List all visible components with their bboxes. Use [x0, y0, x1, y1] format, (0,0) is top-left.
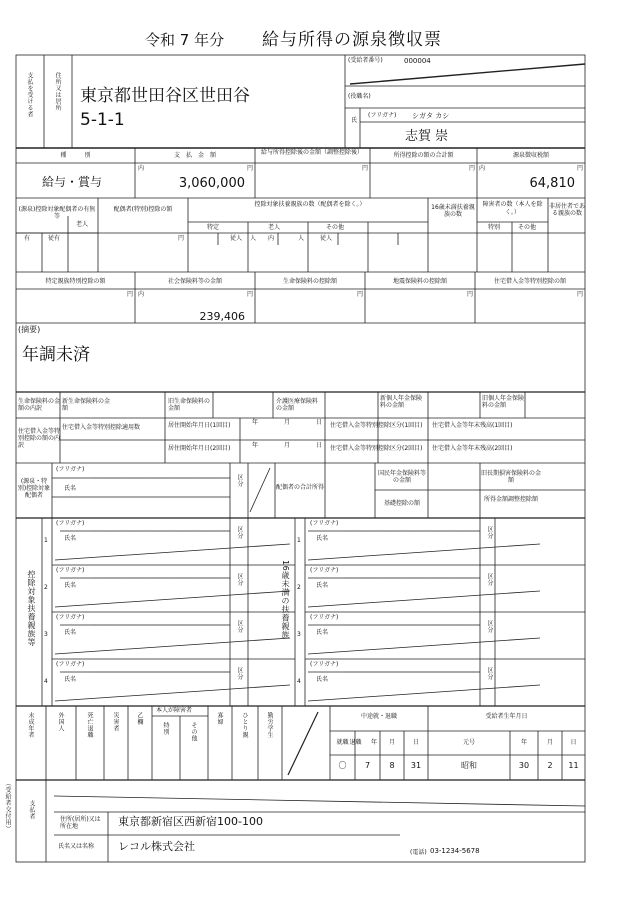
year-unit-1: 年 [252, 419, 259, 426]
form-title: 給与所得の源泉徴収票 [262, 30, 442, 50]
dep-name-label: 氏名 [64, 535, 77, 542]
hire-subheader: 退職 [349, 739, 362, 746]
nonresident-label: 非居住者である親族の数 [549, 203, 586, 218]
year-end-balance-1: 住宅借入金等年末残高(1回目) [432, 422, 513, 429]
payee-address-line2: 5-1-1 [80, 110, 125, 130]
spouse-deduction-label: 配偶者(特別)控除の額 [113, 206, 173, 213]
dep-row-number: 4 [297, 678, 301, 685]
dep-class-label: 区分 [236, 573, 243, 586]
hire-value: 7 [364, 761, 371, 770]
income-adjust-label: 所得金額調整控除額 [483, 496, 538, 503]
sub-special: 特別 [488, 224, 501, 231]
remarks-label: (摘要) [18, 325, 41, 334]
dep-name-label: 氏名 [316, 629, 329, 636]
header-after-deduction: 給与所得控除後の金額（調整控除後） [260, 149, 363, 156]
residence-start-1: 居住開始年月日(1回目) [168, 422, 231, 429]
header-type: 種 別 [60, 152, 91, 159]
dep-furigana-label: (フリガナ) [310, 614, 339, 621]
year-unit-2: 年 [252, 442, 259, 449]
dep-furigana-label: (フリガナ) [310, 661, 339, 668]
count-eld-inner: 内 [268, 235, 275, 242]
hire-subheader: 日 [412, 739, 419, 746]
address-label: 住所又は居所 [54, 72, 61, 111]
dep-name-label: 氏名 [316, 535, 329, 542]
yen-ins-2: 円 [247, 291, 254, 298]
dep-name-label: 氏名 [316, 582, 329, 589]
dep-row-number: 3 [297, 631, 301, 638]
spouse-total-income-label: 配偶者の合計所得 [276, 484, 325, 491]
payee-section-label: 支払を受ける者 [26, 72, 33, 118]
position-label: (役職名) [348, 93, 371, 100]
payer-address-label: 住所(居所)又は所在地 [60, 816, 101, 831]
income-type: 給与・賞与 [42, 175, 103, 189]
spouse-furigana-label: (フリガナ) [56, 466, 85, 473]
header-specific-relative: 特定親族特別控除の額 [45, 278, 106, 285]
dep-class-label: 区分 [486, 667, 493, 680]
header-life-insurance: 生命保険料の控除額 [282, 278, 337, 285]
header-payment: 支 払 金 額 [173, 152, 216, 159]
yen-3: 円 [469, 165, 476, 172]
hire-value: 8 [389, 761, 395, 770]
new-life-label: 新生命保険料の金額 [62, 398, 111, 413]
under16-label: 16歳未満扶養親族の数 [431, 204, 475, 219]
birth-subheader: 日 [570, 739, 577, 746]
birth-subheader: 年 [520, 739, 527, 746]
hire-value: 〇 [338, 761, 347, 770]
dep-row-number: 2 [44, 584, 48, 591]
dep-class-label: 区分 [486, 620, 493, 633]
spouse-class-label: 区分 [236, 474, 243, 487]
birth-value: 昭和 [461, 761, 477, 770]
day-unit-2: 日 [316, 442, 323, 449]
sub-elderly: 老人 [76, 221, 89, 228]
month-unit-1: 月 [284, 419, 291, 426]
inner-label-ins: 内 [138, 291, 145, 298]
sub-other: その他 [326, 224, 345, 231]
recipient-no-label: (受給者番号) [348, 57, 383, 64]
bottom-header: 外国人 [57, 712, 64, 732]
care-med-label: 介護医療保険料の金額 [276, 398, 319, 413]
spouse-label: (源泉)控除対象配偶者の有無等 [18, 206, 96, 221]
header-withholding: 源泉徴収税額 [512, 152, 549, 159]
payee-name: 志賀 崇 [405, 129, 449, 144]
social-insurance-amount: 239,406 [199, 310, 245, 323]
birth-value: 11 [568, 761, 579, 770]
disabled-label: 障害者の数（本人を除く。） [482, 201, 543, 216]
bottom-header: 乙欄 [136, 712, 143, 725]
payment-amount: 3,060,000 [178, 176, 245, 191]
disabled-sub-header: 特別 [162, 722, 169, 735]
national-pension-label: 国民年金保険料等の金額 [377, 470, 426, 485]
payer-name-label: 氏名又は名称 [58, 843, 95, 850]
left-dependents-label: 控除対象扶養親族等 [27, 570, 36, 647]
payer-address: 東京都新宿区西新宿100-100 [118, 815, 263, 828]
birth-value: 30 [518, 761, 530, 770]
yen-ins-4: 円 [467, 291, 474, 298]
header-housing-loan: 住宅借入金等特別控除の額 [493, 278, 566, 285]
count-eld-sub: 従人 [320, 235, 333, 242]
bottom-header: 勤労学生 [266, 712, 273, 738]
day-unit-1: 日 [316, 419, 323, 426]
payer-name: レコル株式会社 [118, 840, 195, 853]
sub-other-2: その他 [518, 224, 537, 231]
housing-class-1: 住宅借入金等特別控除区分(1回目) [330, 422, 423, 429]
housing-count-label: 住宅借入金等特別控除適用数 [62, 424, 141, 431]
life-ins-breakdown-label: 生命保険料の金額の内訳 [18, 398, 61, 413]
spouse-section-label: (源泉・特別)控除対象配偶者 [17, 478, 51, 500]
dep-class-label: 区分 [236, 620, 243, 633]
header-social-insurance: 社会保険料等の金額 [167, 278, 222, 285]
hire-subheader: 月 [388, 739, 395, 746]
birth-value: 2 [547, 761, 553, 770]
residence-start-2: 居住開始年月日(2回目) [168, 445, 231, 452]
dep-row-number: 3 [44, 631, 48, 638]
yen-ins-5: 円 [577, 291, 584, 298]
bottom-header: 死亡退職 [86, 712, 93, 738]
payee-address-line1: 東京都世田谷区世田谷 [80, 86, 250, 106]
dep-row-number: 2 [297, 584, 301, 591]
furigana-label: (フリガナ) [368, 112, 397, 119]
dep-class-label: 区分 [486, 526, 493, 539]
dep-class-label: 区分 [486, 573, 493, 586]
yen-2: 円 [362, 165, 369, 172]
housing-class-2: 住宅借入金等特別控除区分(2回目) [330, 445, 423, 452]
spouse-name-label: 氏名 [64, 485, 77, 492]
dep-row-number: 1 [297, 537, 301, 544]
hire-subheader: 年 [370, 739, 377, 746]
basic-deduction-label: 基礎控除の額 [383, 500, 420, 507]
dep-furigana-label: (フリガナ) [56, 661, 85, 668]
dep-furigana-label: (フリガナ) [56, 614, 85, 621]
dep-furigana-label: (フリガナ) [310, 567, 339, 574]
bottom-header: 寡婦 [216, 712, 223, 725]
sub-elderly-2: 老人 [268, 224, 281, 231]
dep-row-number: 1 [44, 537, 48, 544]
bottom-header: 災害者 [112, 712, 119, 732]
payee-furigana: シガタ カシ [412, 112, 450, 120]
dependents-label: 控除対象扶養親族の数（配偶者を除く。） [254, 201, 366, 208]
bottom-header: ひとり親 [241, 712, 248, 738]
dep-row-number: 4 [44, 678, 48, 685]
yen-spouse: 円 [178, 235, 185, 242]
sub-specific: 特定 [207, 224, 220, 231]
bottom-header: 未成年者 [27, 712, 34, 738]
birth-subheader: 月 [546, 739, 553, 746]
count-eld-person: 人 [298, 235, 305, 242]
phone: 03-1234-5678 [430, 847, 480, 855]
old-long-term-label: 旧長期損害保険料の金額 [481, 470, 542, 485]
month-unit-2: 月 [284, 442, 291, 449]
hire-label: 中途就・退職 [360, 713, 397, 720]
dep-name-label: 氏名 [316, 676, 329, 683]
header-earthquake: 地震保険料の控除額 [392, 278, 447, 285]
remarks-text: 年調未済 [22, 345, 90, 365]
disabled-self-label: 本人が障害者 [156, 707, 193, 714]
new-pension-label: 新個人年金保険料の金額 [380, 395, 423, 410]
housing-breakdown-label: 住宅借入金等特別控除の額の内訳 [18, 428, 61, 450]
yen-ins-1: 円 [127, 291, 134, 298]
payer-section-label: 支払者 [28, 800, 35, 820]
inner-label: 内 [138, 165, 145, 172]
yen-4: 円 [577, 165, 584, 172]
birth-label: 受給者生年月日 [485, 713, 528, 720]
year-end-balance-2: 住宅借入金等年末残高(2回目) [432, 445, 513, 452]
phone-label: (電話) [410, 849, 427, 856]
old-pension-label: 旧個人年金保険料の金額 [482, 395, 525, 410]
sub-have-sub: 従有 [48, 235, 61, 242]
withholding-tax: 64,810 [529, 176, 575, 191]
hire-value: 31 [410, 761, 422, 770]
disabled-sub-header: その他 [190, 722, 197, 742]
yen-1: 円 [247, 165, 254, 172]
name-label: 氏 [351, 117, 358, 124]
dep-furigana-label: (フリガナ) [56, 520, 85, 527]
birth-subheader: 元号 [462, 739, 475, 746]
dep-furigana-label: (フリガナ) [56, 567, 85, 574]
count-spec-inner: 人 [250, 235, 257, 242]
dep-furigana-label: (フリガナ) [310, 520, 339, 527]
copy-label: （受給者交付用） [4, 780, 11, 832]
dep-name-label: 氏名 [64, 676, 77, 683]
recipient-no: 000004 [404, 57, 431, 65]
dep-name-label: 氏名 [64, 629, 77, 636]
dep-class-label: 区分 [236, 667, 243, 680]
old-life-label: 旧生命保険料の金額 [168, 398, 211, 413]
hire-subheader: 就職 [336, 739, 349, 746]
sub-have: 有 [24, 235, 31, 242]
count-spec-sub: 従人 [230, 235, 243, 242]
right-dependents-label: 16歳未満の扶養親族 [281, 560, 290, 640]
tax-year: 令和 7 年分 [145, 31, 225, 49]
header-deduction-total: 所得控除の額の合計額 [393, 152, 454, 159]
inner-label-2: 内 [479, 165, 486, 172]
yen-ins-3: 円 [357, 291, 364, 298]
dep-name-label: 氏名 [64, 582, 77, 589]
dep-class-label: 区分 [236, 526, 243, 539]
